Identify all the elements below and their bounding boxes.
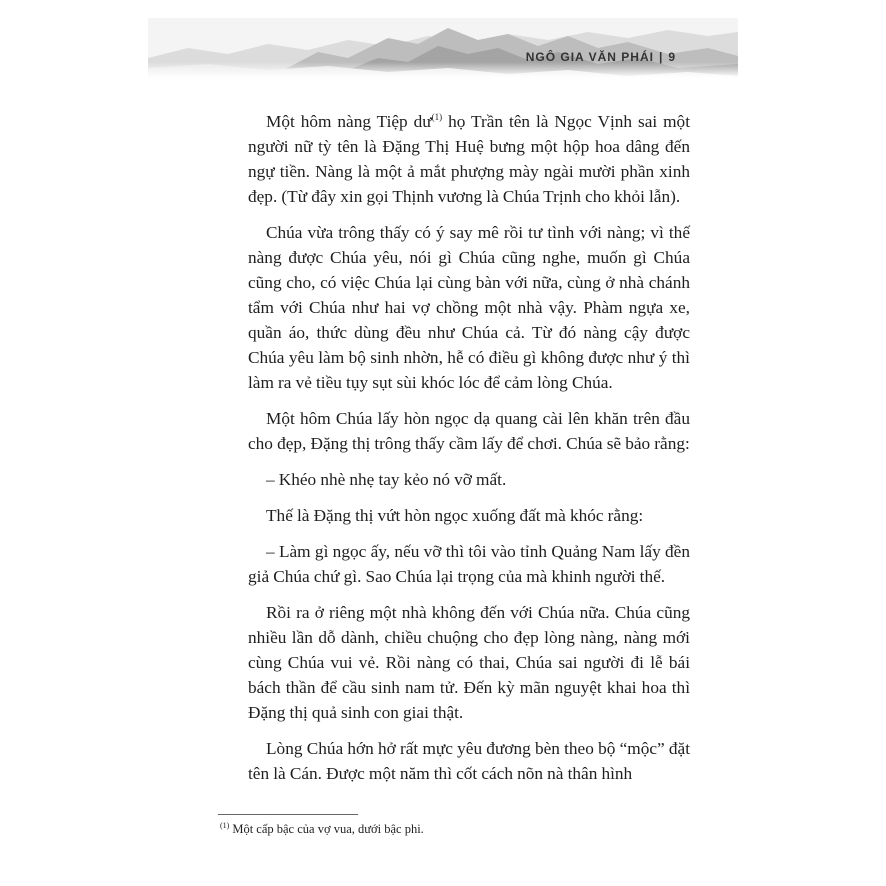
footnote-reference[interactable]: (1)	[431, 112, 443, 123]
body-text	[248, 109, 690, 797]
dialogue-line: – Làm gì ngọc ấy, nếu vỡ thì tôi vào tỉnh Quảng Nam lấy đền giả Chúa chứ gì. Sao Chúa lại trọng của mà khinh người thế.	[248, 542, 690, 586]
header-separator: |	[658, 50, 664, 64]
running-head	[526, 50, 676, 64]
paragraph: Lòng Chúa hớn hở rất mực yêu đương bèn theo bộ “mộc” đặt tên là Cán. Được một năm thì cốt cách nõn nà thân hình	[248, 739, 690, 783]
footnote-text: Một cấp bậc của vợ vua, dưới bậc phi.	[232, 822, 424, 836]
book-title: NGÔ GIA VĂN PHÁI	[525, 50, 654, 64]
footnote-divider	[218, 814, 358, 815]
paragraph: Một hôm Chúa lấy hòn ngọc dạ quang cài lên khăn trên đầu cho đẹp, Đặng thị trông thấy cầm lấy để chơi. Chúa sẽ bảo rằng:	[248, 409, 690, 453]
paragraph: Một hôm nàng Tiệp dư$^{(1)}$ họ Trần tên là Ngọc Vịnh sai một người nữ tỳ tên là Đặng Thị Huệ bưng một hộp hoa dâng đến ngự tiền. Nàng là một ả mắt phượng mày ngài mười phần xinh đẹp. (Từ đây xin gọi Thịnh vương là Chúa Trịnh cho khỏi lẫn).	[248, 112, 690, 206]
book-page	[148, 18, 738, 868]
footnote	[220, 821, 660, 837]
paragraph: Thế là Đặng thị vứt hòn ngọc xuống đất mà khóc rằng:	[266, 506, 644, 525]
mountain-header-illustration	[148, 18, 738, 78]
footnote-mark: (1)	[220, 820, 230, 830]
paragraph: Chúa vừa trông thấy có ý say mê rồi tư tình với nàng; vì thế nàng được Chúa yêu, nói gì Chúa cũng nghe, muốn gì Chúa cũng cho, có việc Chúa lại cùng bàn với nữa, cùng ở nhà chánh tẩm với Chúa như hai vợ chồng một nhà vậy. Phàm ngựa xe, quần áo, thức dùng đều như Chúa cả. Từ đó nàng cậy được Chúa yêu làm bộ sinh nhờn, hễ có điều gì không được như ý thì làm ra vẻ tiều tụy sụt sùi khóc lóc để cảm lòng Chúa.	[248, 223, 690, 392]
mountain-landscape-icon	[148, 18, 738, 78]
paragraph: Rồi ra ở riêng một nhà không đến với Chúa nữa. Chúa cũng nhiều lần dỗ dành, chiều chuộng cho đẹp lòng nàng, nàng mới cùng Chúa vui vẻ. Rồi nàng có thai, Chúa sai người đi lễ bái bách thần để cầu sinh nam tử. Đến kỳ mãn nguyệt khai hoa thì Đặng thị quả sinh con giai thật.	[248, 603, 690, 722]
dialogue-line: – Khéo nhè nhẹ tay kẻo nó vỡ mất.	[266, 470, 507, 489]
page-number: 9	[668, 50, 676, 64]
